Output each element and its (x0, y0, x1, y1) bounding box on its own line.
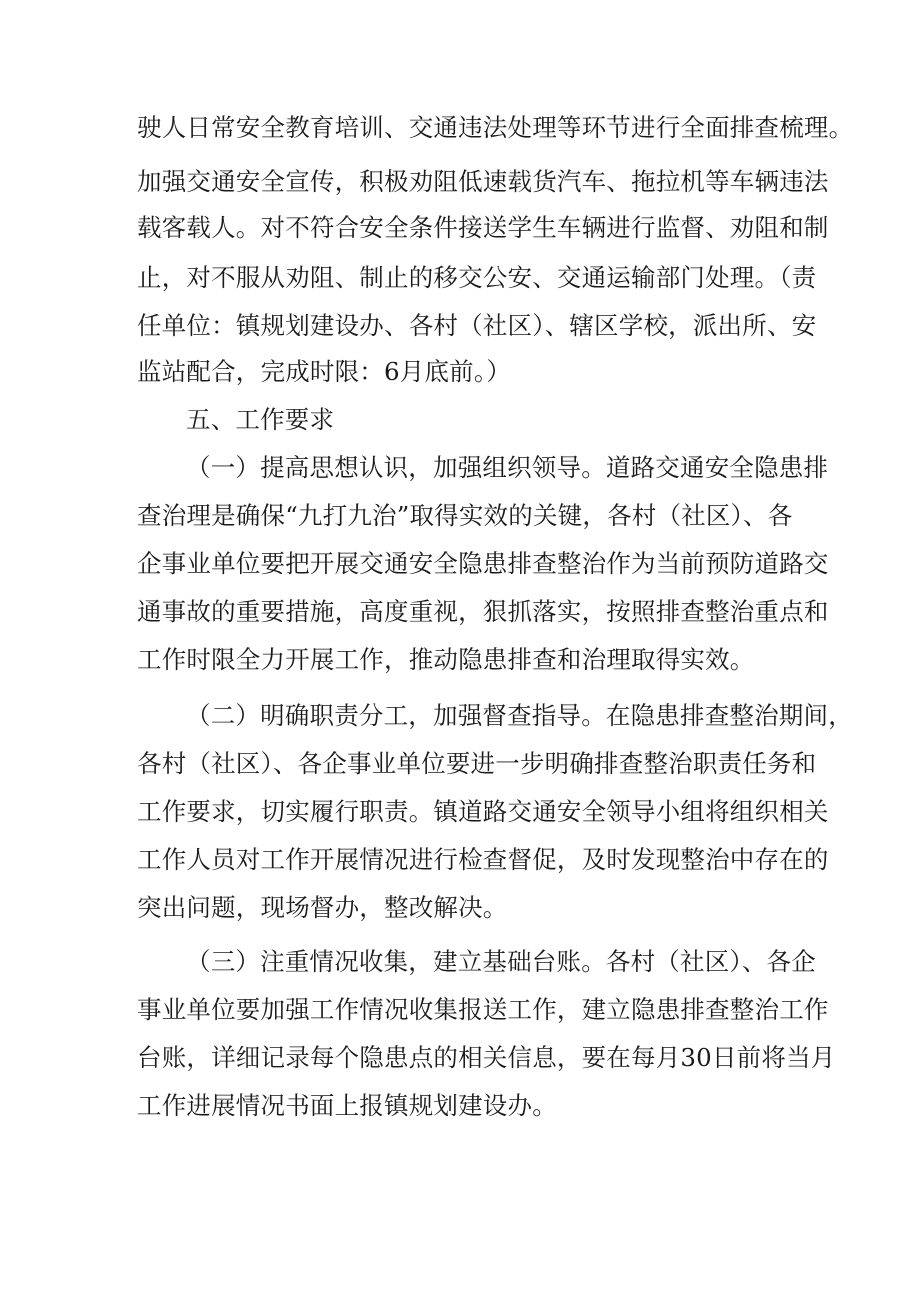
text-line: 查治理是确保“九打九治”取得实效的关键，各村（社区）、各 (137, 501, 793, 530)
text-line: 各村（社区）、各企事业单位要进一步明确排查整治职责任务和 (137, 749, 817, 778)
paragraph-first-line: （三）注重情况收集，建立基础台账。各村（社区）、各企 (186, 947, 816, 976)
text-line: 工作时限全力开展工作，推动隐患排查和治理取得实效。 (137, 645, 755, 674)
text-line: 台账，详细记录每个隐患点的相关信息，要在每月30日前将当月 (137, 1043, 836, 1072)
paragraph-first-line: （一）提高思想认识，加强组织领导。道路交通安全隐患排 (186, 453, 829, 482)
text-line: 监站配合，完成时限：6月底前。） (137, 357, 512, 386)
text-line: 载客载人。对不符合安全条件接送学生车辆进行监督、劝阻和制 (137, 213, 829, 242)
paragraph-first-line: （二）明确职责分工，加强督查指导。在隐患排查整治期间， (186, 701, 853, 730)
text-line: 通事故的重要措施，高度重视，狠抓落实，按照排查整治重点和 (137, 597, 829, 626)
text-line: 驶人日常安全教育培训、交通违法处理等环节进行全面排查梳理。 (137, 113, 854, 142)
text-line: 工作进展情况书面上报镇规划建设办。 (137, 1091, 557, 1120)
text-line: 突出问题，现场督办，整改解决。 (137, 893, 508, 922)
text-line: 止，对不服从劝阻、制止的移交公安、交通运输部门处理。（责 (137, 263, 817, 292)
text-line: 工作要求，切实履行职责。镇道路交通安全领导小组将组织相关 (137, 797, 829, 826)
text-line: 企事业单位要把开展交通安全隐患排查整治作为当前预防道路交 (137, 549, 829, 578)
section-heading: 五、工作要求 (186, 405, 335, 434)
text-line: 事业单位要加强工作情况收集报送工作，建立隐患排查整治工作 (137, 995, 829, 1024)
text-line: 工作人员对工作开展情况进行检查督促，及时发现整治中存在的 (137, 845, 829, 874)
text-line: 加强交通安全宣传，积极劝阻低速载货汽车、拖拉机等车辆违法 (137, 167, 829, 196)
text-line: 任单位：镇规划建设办、各村（社区）、辖区学校，派出所、安 (137, 311, 817, 340)
